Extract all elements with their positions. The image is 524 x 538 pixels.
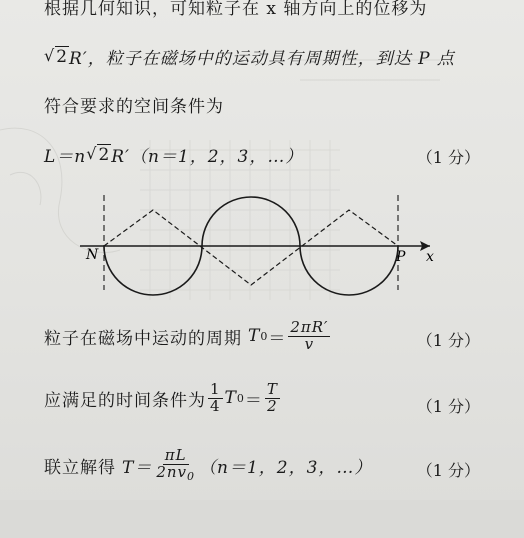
score-mark-3: （1 分） <box>416 397 480 416</box>
trajectory-arc-upper <box>202 197 300 246</box>
period-equals: ＝ <box>268 328 287 349</box>
point-label-P: P <box>396 249 406 265</box>
score-mark-2: （1 分） <box>416 331 480 350</box>
text-line-3-content: 符合要求的空间条件为 <box>44 97 224 117</box>
text-line-2-content: R′，粒子在磁场中的运动具有周期性，到达 P 点 <box>69 49 455 69</box>
solution-T: T＝ <box>122 457 153 478</box>
solution-tail: （n＝1，2，3，…） <box>199 457 373 478</box>
solution-text: 联立解得 <box>44 457 116 478</box>
time-condition-text: 应满足的时间条件为 <box>44 390 206 411</box>
sqrt-argument: 2 <box>56 46 69 67</box>
trajectory-arc-lower-2 <box>300 246 398 295</box>
period-T: T <box>248 326 261 347</box>
text-line-1-content: 根据几何知识，可知粒子在 x 轴方向上的位移为 <box>44 0 428 19</box>
score-mark-4: （1 分） <box>416 461 480 480</box>
period-T-sub: 0 <box>260 329 269 343</box>
solution-numerator: πL <box>164 446 187 464</box>
period-text: 粒子在磁场中运动的周期 <box>44 328 242 349</box>
radical-sign-eq1: √ <box>86 143 98 163</box>
half-fraction <box>265 382 280 415</box>
point-label-N: N <box>86 247 99 263</box>
equation-time-condition <box>44 382 282 415</box>
sqrt-argument-eq1: 2 <box>98 144 111 165</box>
period-numerator: 2πR′ <box>290 318 329 336</box>
solution-fraction <box>154 448 197 482</box>
time-equals: ＝ <box>244 390 263 411</box>
period-denominator: v <box>304 334 315 353</box>
score-mark-1: （1 分） <box>416 148 480 167</box>
dashed-zigzag-path <box>104 210 398 285</box>
quarter-fraction <box>208 382 223 415</box>
time-T0-sub: 0 <box>236 391 245 405</box>
radical-sign: √ <box>44 45 56 65</box>
trajectory-arc-lower-1 <box>104 246 202 295</box>
solution-denominator-sub: 0 <box>187 469 196 483</box>
quarter-denominator: 4 <box>210 396 221 415</box>
equation-period <box>44 320 332 353</box>
half-numerator: T <box>266 380 278 398</box>
solution-denominator <box>154 462 197 483</box>
equation-right: R′（n＝1，2，3，…） <box>111 147 304 167</box>
period-fraction <box>288 320 330 353</box>
half-denominator: 2 <box>267 396 278 415</box>
equation-solution <box>44 448 372 482</box>
quarter-numerator: 1 <box>210 380 221 398</box>
solution-denominator-main: 2nv <box>156 462 188 481</box>
equation-left: L＝n <box>44 147 87 167</box>
time-T0: T <box>224 388 237 409</box>
axis-label-x: x <box>426 249 434 265</box>
